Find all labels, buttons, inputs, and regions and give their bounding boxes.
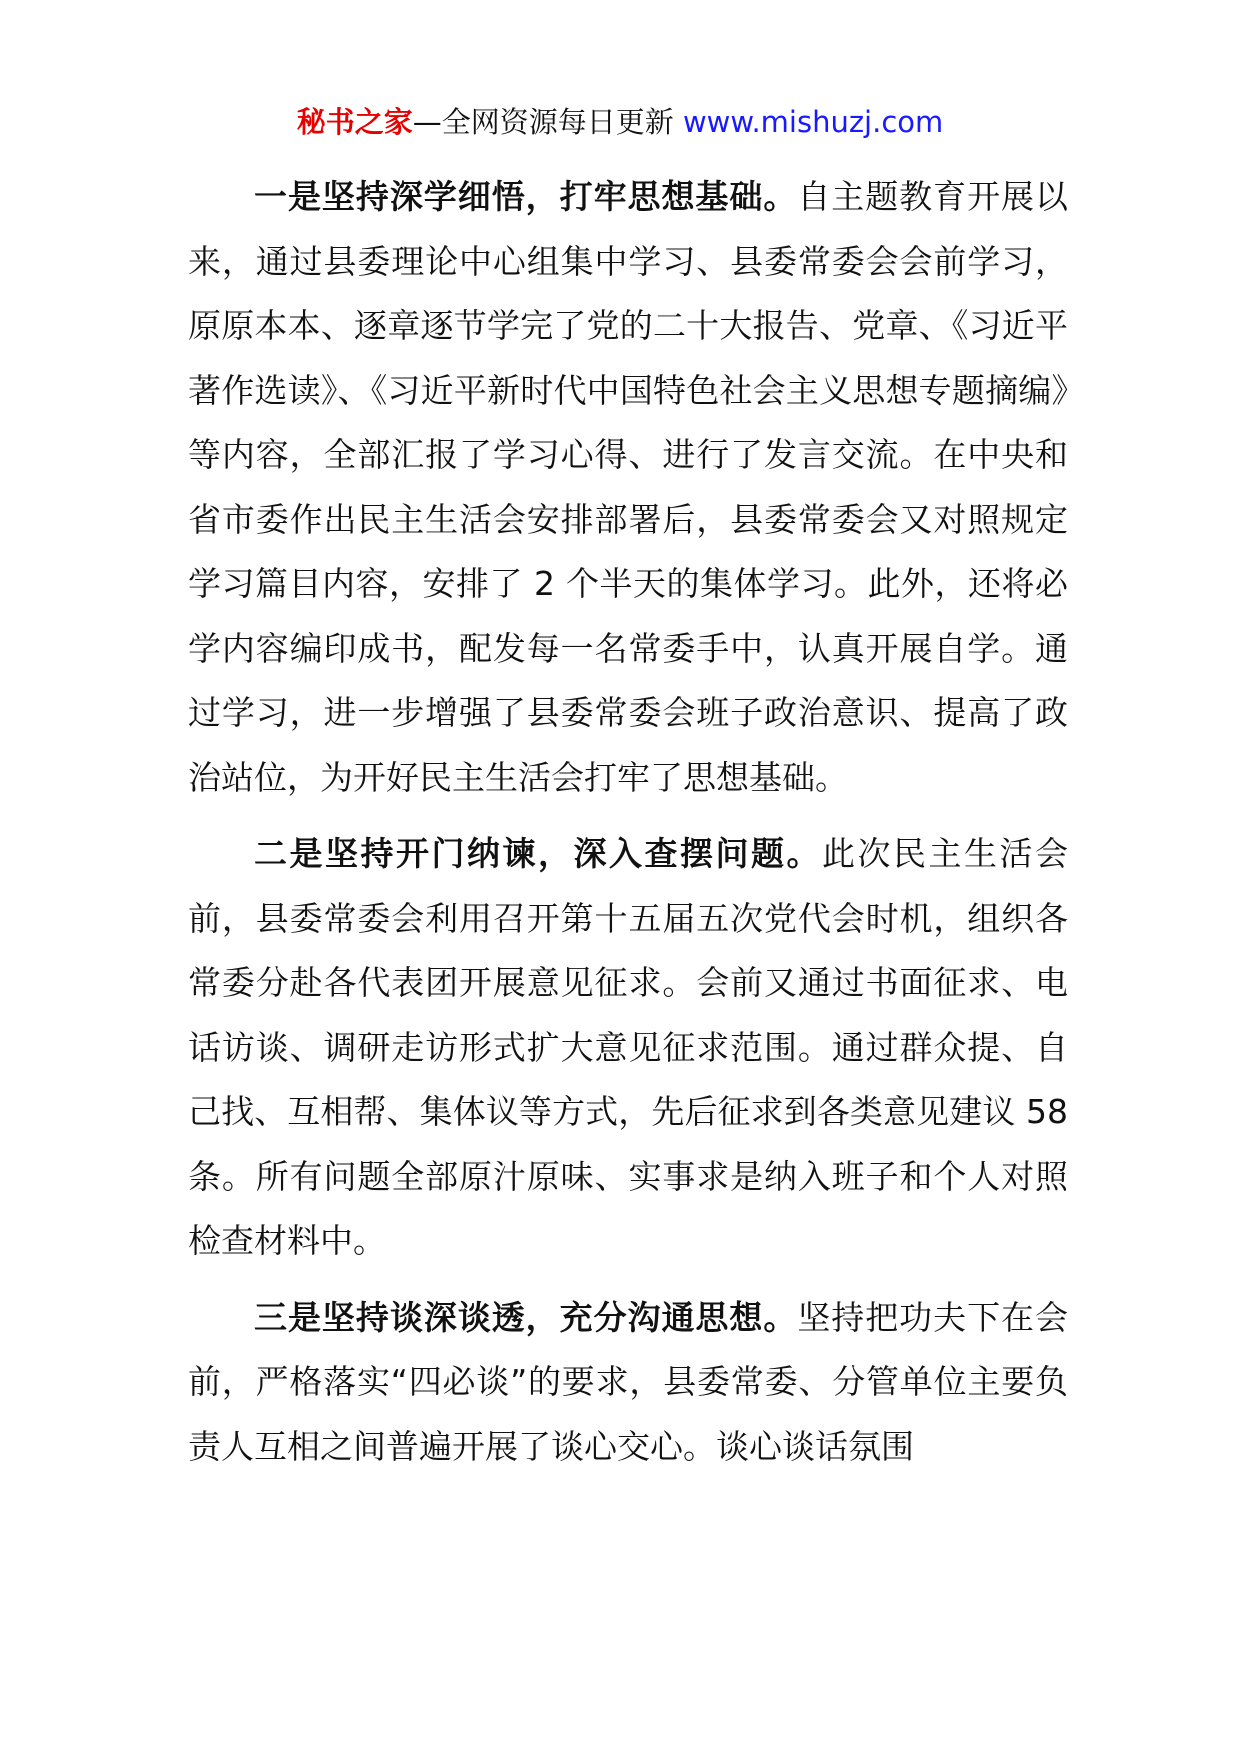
site-header	[0, 100, 1240, 144]
site-tagline: —全网资源每日更新	[412, 105, 674, 139]
paragraph-1	[188, 165, 1068, 810]
paragraph-3-lead: 三是坚持谈深谈透，充分沟通思想。	[254, 1297, 798, 1337]
paragraph-2-lead: 二是坚持开门纳谏，深入查摆问题。	[254, 834, 822, 873]
paragraph-2	[188, 822, 1068, 1274]
paragraph-3-body: 坚持把功夫下在会前，严格落实“四必谈”的要求，县委常委、分管单位主要负责人互相之间普遍开展了谈心交心。谈心谈话氛围	[188, 1297, 1069, 1466]
document-body	[188, 165, 1068, 1491]
paragraph-1-body: 自主题教育开展以来，通过县委理论中心组集中学习、县委常委会会前学习，原原本本、逐章逐节学完了党的二十大报告、党章、《习近平著作选读》、《习近平新时代中国特色社会主义思想专题摘编》等内容，全部汇报了学习心得、进行了发言交流。在中央和省市委作出民主生活会安排部署后，县委常委会又对照规定学习篇目内容，安排了 2 个半天的集体学习。此外，还将必学内容编印成书，配发每一名常委手中，认真开展自学。通过学习，进一步增强了县委常委会班子政治意识、提高了政治站位，为开好民主生活会打牢了思想基础。	[188, 177, 1069, 797]
site-brand: 秘书之家	[296, 105, 413, 139]
paragraph-3	[188, 1286, 1068, 1480]
site-url-link[interactable]: www.mishuzj.com	[682, 105, 944, 139]
paragraph-2-body: 此次民主生活会前，县委常委会利用召开第十五届五次党代会时机，组织各常委分赴各代表团开展意见征求。会前又通过书面征求、电话访谈、调研走访形式扩大意见征求范围。通过群众提、自己找、互相帮、集体议等方式，先后征求到各类意见建议 58 条。所有问题全部原汁原味、实事求是纳入班子和个人对照检查材料中。	[188, 834, 1068, 1260]
paragraph-1-lead: 一是坚持深学细悟，打牢思想基础。	[254, 177, 798, 216]
